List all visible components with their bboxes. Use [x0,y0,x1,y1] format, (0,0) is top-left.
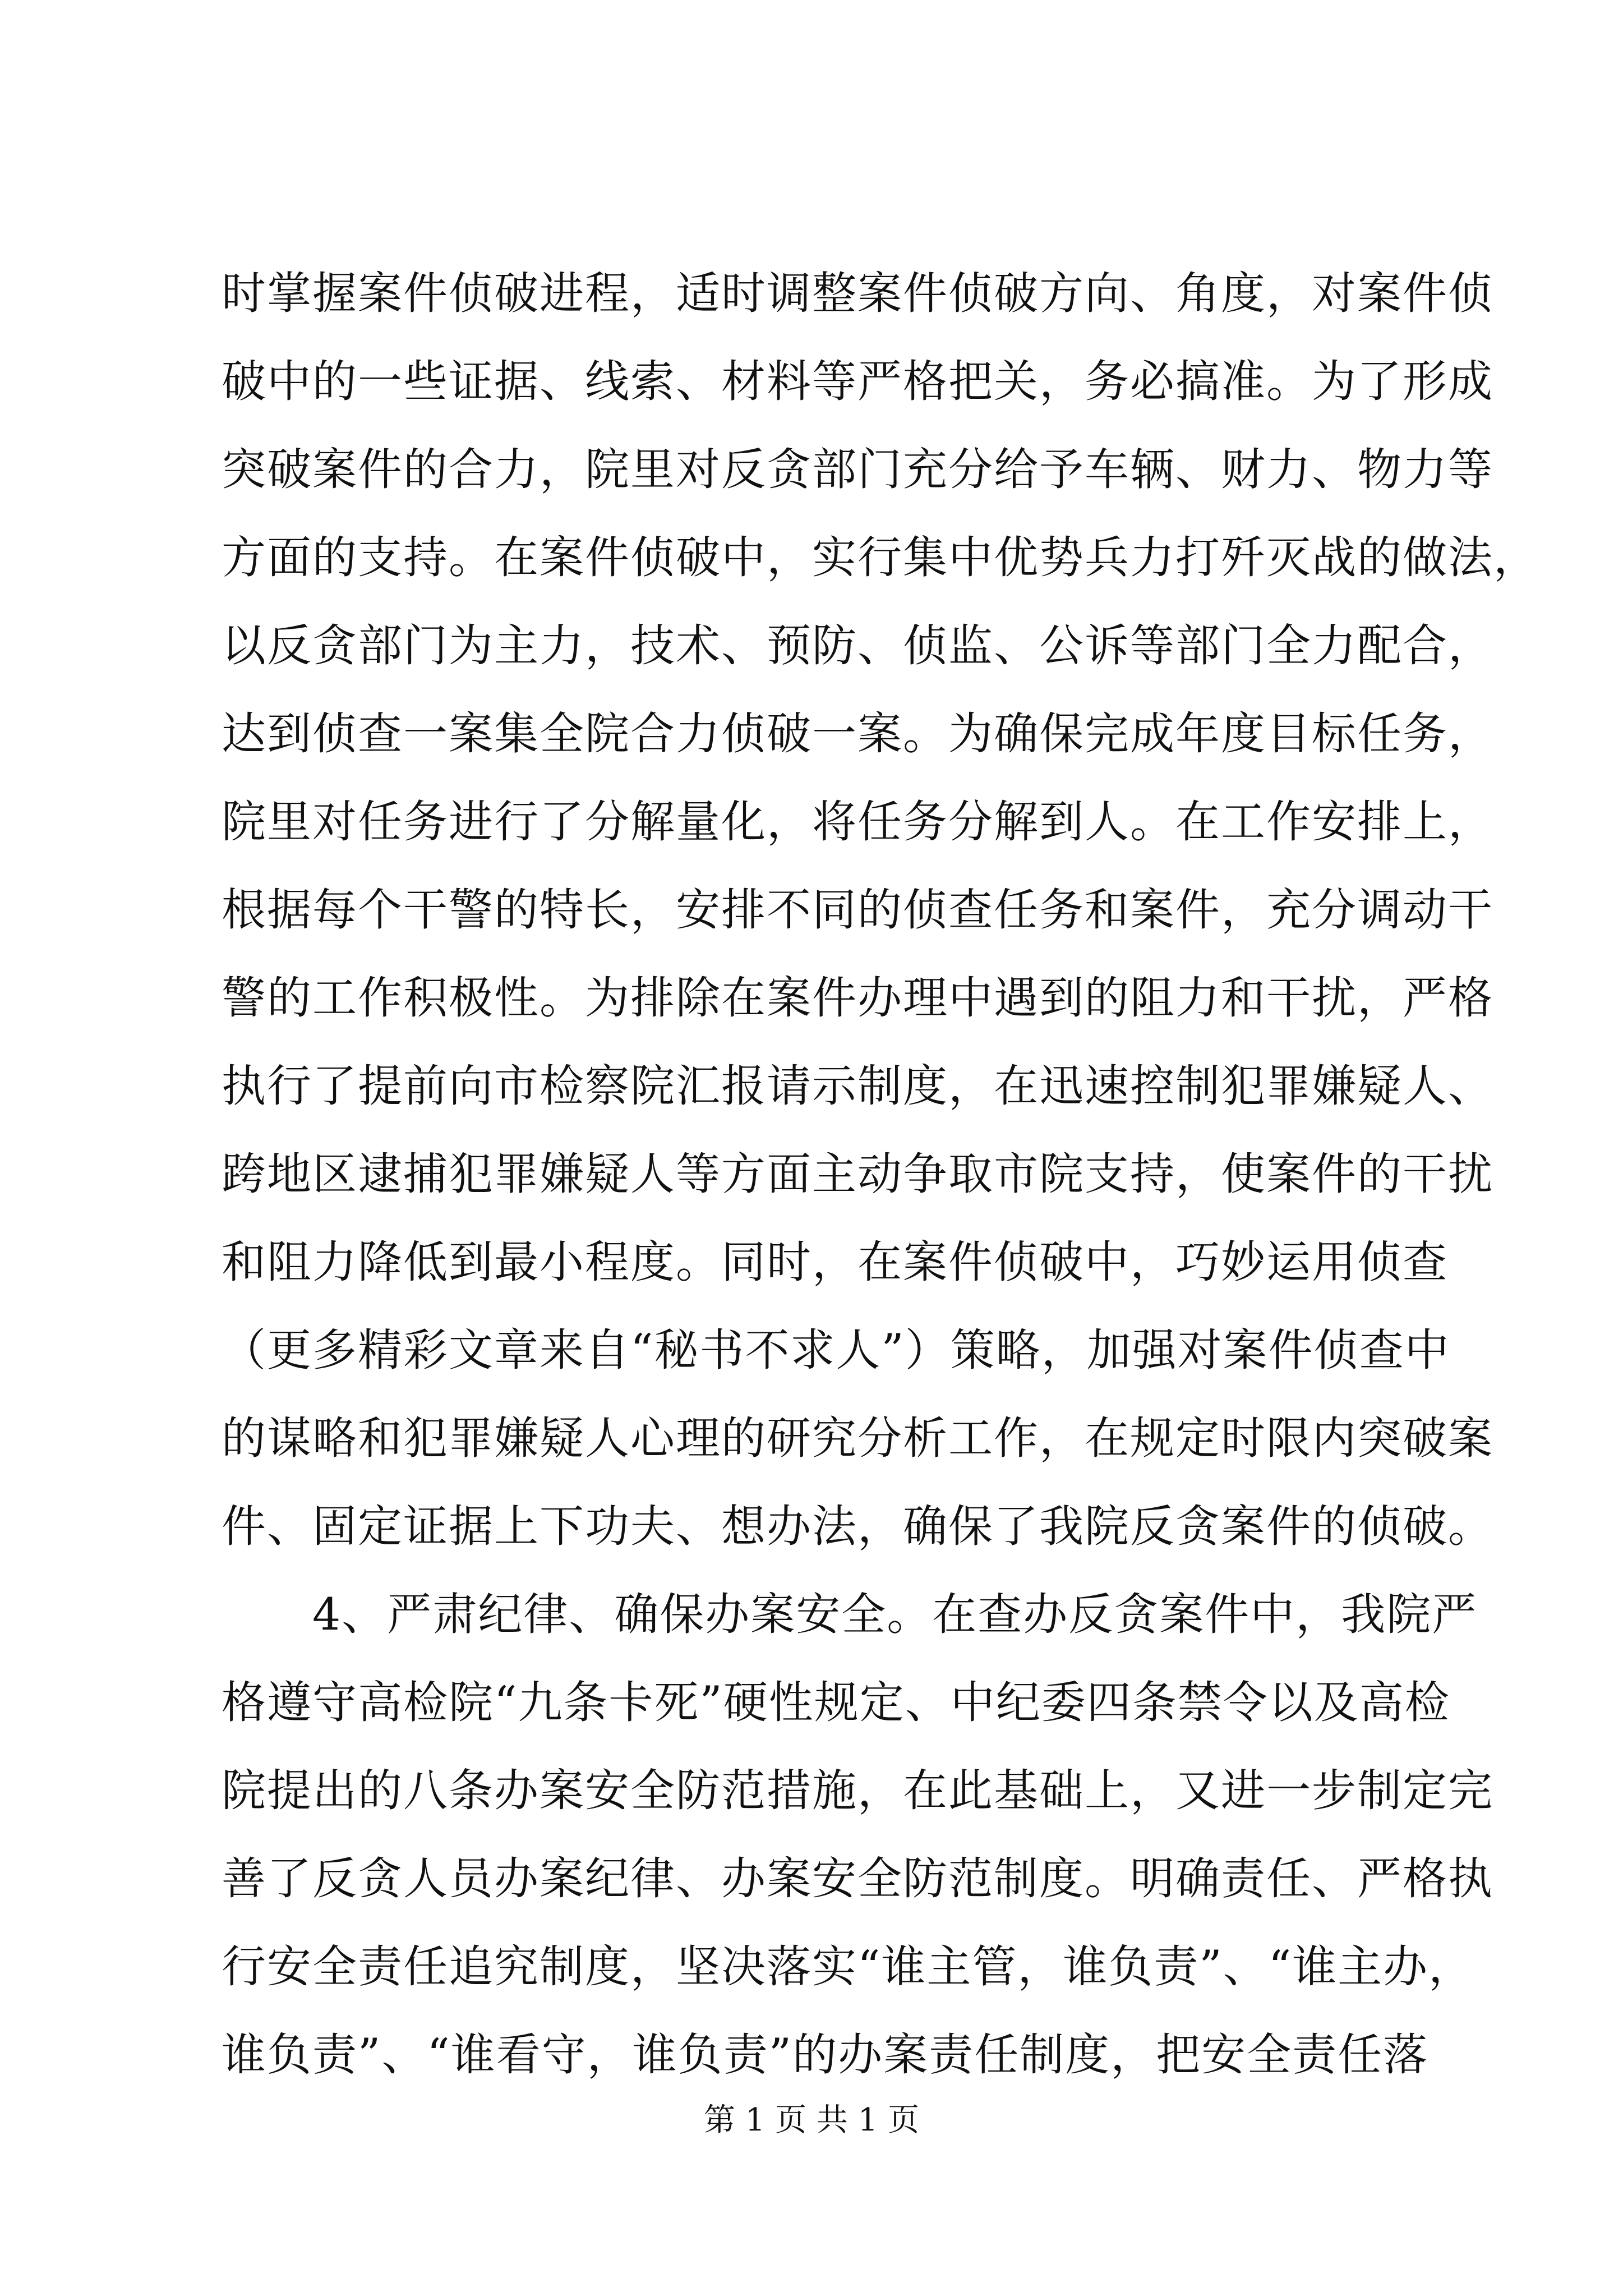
text-line: 方面的支持。在案件侦破中，实行集中优势兵力打歼灭战的做法， [222,532,1539,583]
text-line: 善了反贪人员办案纪律、办案安全防范制度。明确责任、严格执 [222,1853,1493,1904]
text-line: 跨地区逮捕犯罪嫌疑人等方面主动争取市院支持，使案件的干扰 [222,1148,1493,1200]
paragraph-start-line: 4、严肃纪律、确保办案安全。在查办反贪案件中，我院严 [222,1589,1478,1640]
text-line: 和阻力降低到最小程度。同时，在案件侦破中，巧妙运用侦查 [222,1236,1448,1288]
paragraph-end-line: 件、固定证据上下功夫、想办法，确保了我院反贪案件的侦破。 [222,1501,1493,1552]
text-line: 警的工作积极性。为排除在案件办理中遇到的阻力和干扰，严格 [222,972,1493,1024]
text-line: 行安全责任追究制度，坚决落实“谁主管，谁负责”、“谁主办， [222,1941,1474,1993]
text-line: 执行了提前向市检察院汇报请示制度，在迅速控制犯罪嫌疑人、 [222,1060,1493,1112]
text-line: 破中的一些证据、线索、材料等严格把关，务必搞准。为了形成 [222,356,1493,407]
text-line: 根据每个干警的特长，安排不同的侦查任务和案件，充分调动干 [222,884,1493,936]
text-line: 院提出的八条办案安全防范措施，在此基础上，又进一步制定完 [222,1765,1493,1816]
text-line: 院里对任务进行了分解量化，将任务分解到人。在工作安排上， [222,796,1493,848]
text-line: 突破案件的合力，院里对反贪部门充分给予车辆、财力、物力等 [222,444,1493,495]
text-line: （更多精彩文章来自“秘书不求人”）策略，加强对案件侦查中 [222,1324,1450,1376]
text-line: 谁负责”、“谁看守，谁负责”的办案责任制度，把安全责任落 [222,2029,1429,2081]
document-body [222,250,1539,2099]
text-line: 格遵守高检院“九条卡死”硬性规定、中纪委四条禁令以及高检 [222,1677,1450,1728]
text-line: 以反贪部门为主力，技术、预防、侦监、公诉等部门全力配合， [222,620,1493,671]
text-line: 时掌握案件侦破进程，适时调整案件侦破方向、角度，对案件侦 [222,268,1493,319]
text-line: 的谋略和犯罪嫌疑人心理的研究分析工作，在规定时限内突破案 [222,1412,1493,1464]
page-number-footer: 第 1 页 共 1 页 [703,2102,920,2138]
text-line: 达到侦查一案集全院合力侦破一案。为确保完成年度目标任务， [222,708,1493,760]
